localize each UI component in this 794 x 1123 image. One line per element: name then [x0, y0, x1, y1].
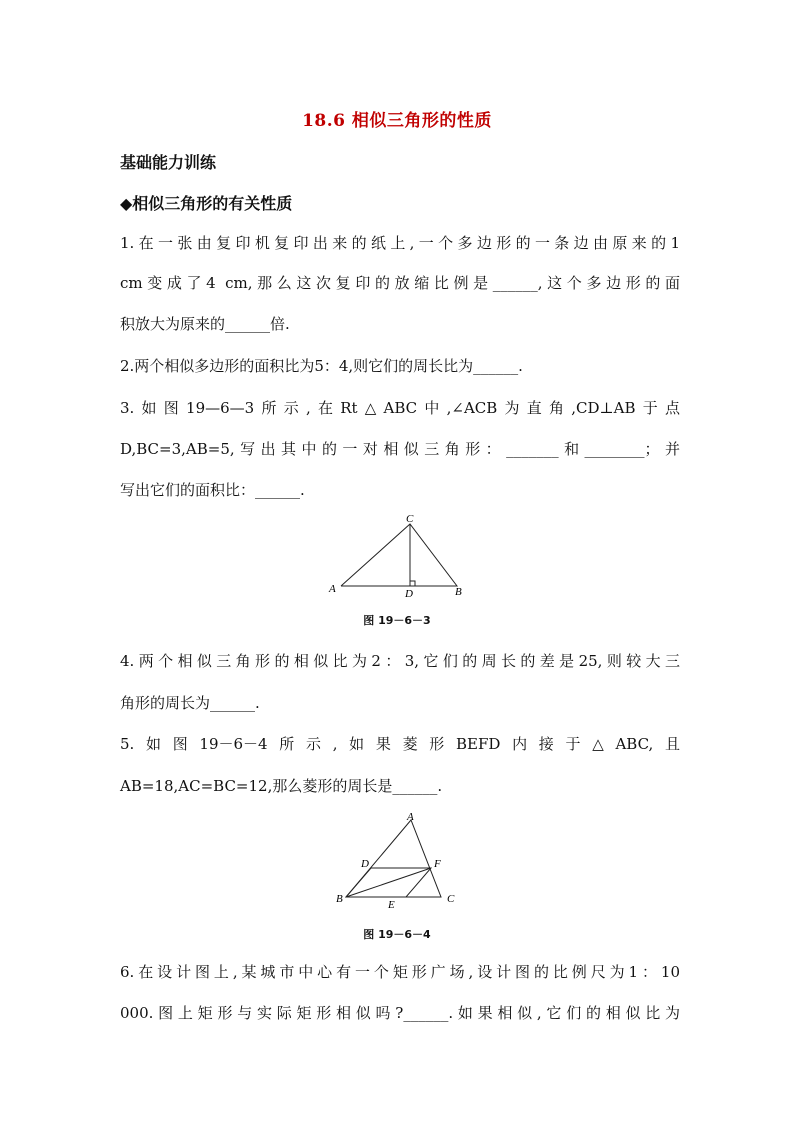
- section-heading-basic: 基础能力训练: [120, 153, 217, 172]
- page-title: 18.6 相似三角形的性质: [302, 111, 492, 131]
- label-c: C: [447, 893, 455, 905]
- label-d: D: [361, 858, 369, 870]
- question-3-line-3: 写出它们的面积比：______.: [120, 481, 305, 499]
- question-6-line-2: 000.图上矩形与实际矩形相似吗?______.如果相似,它们的相似比为: [120, 1004, 680, 1022]
- figure-19-6-4-caption: 图 19－6－4: [363, 928, 431, 941]
- question-4-line-2: 角形的周长为______.: [120, 694, 260, 712]
- question-5-line-2: AB=18,AC=BC=12,那么菱形的周长是______.: [120, 777, 443, 795]
- question-2: 2.两个相似多边形的面积比为5：4,则它们的周长比为______.: [120, 357, 523, 375]
- figure-19-6-4: [330, 808, 460, 916]
- question-1-line-1: 1.在一张由复印机复印出来的纸上,一个多边形的一条边由原来的1: [120, 234, 680, 252]
- figure-19-6-3: [320, 512, 480, 602]
- question-3-line-2: D,BC=3,AB=5,写出其中的一对相似三角形：_______和________；并: [120, 440, 680, 458]
- label-b: B: [336, 893, 343, 905]
- section-heading-properties: ◆相似三角形的有关性质: [120, 194, 293, 213]
- triangle-abc: [341, 524, 457, 586]
- label-d: D: [405, 588, 413, 600]
- right-angle-mark: [410, 581, 415, 586]
- label-a: A: [329, 583, 336, 595]
- question-4-line-1: 4.两个相似三角形的相似比为2：3,它们的周长的差是25,则较大三: [120, 652, 680, 670]
- label-b: B: [455, 586, 462, 598]
- question-1-line-2: cm变成了4 cm,那么这次复印的放缩比例是______,这个多边形的面: [120, 274, 680, 292]
- figure-19-6-3-caption: 图 19－6－3: [363, 614, 431, 627]
- question-5-line-1: 5.如图19－6－4所示,如果菱形BEFD内接于△ABC,且: [120, 735, 680, 753]
- question-1-line-3: 积放大为原来的______倍.: [120, 315, 290, 333]
- label-c: C: [406, 513, 414, 525]
- question-3-line-1: 3.如图19—6—3所示,在Rt△ABC中,∠ACB为直角,CD⊥AB于点: [120, 399, 680, 417]
- label-f: F: [434, 858, 441, 870]
- question-6-line-1: 6.在设计图上,某城市中心有一个矩形广场,设计图的比例尺为1：10: [120, 963, 680, 981]
- label-a: A: [407, 811, 414, 823]
- label-e: E: [388, 899, 395, 911]
